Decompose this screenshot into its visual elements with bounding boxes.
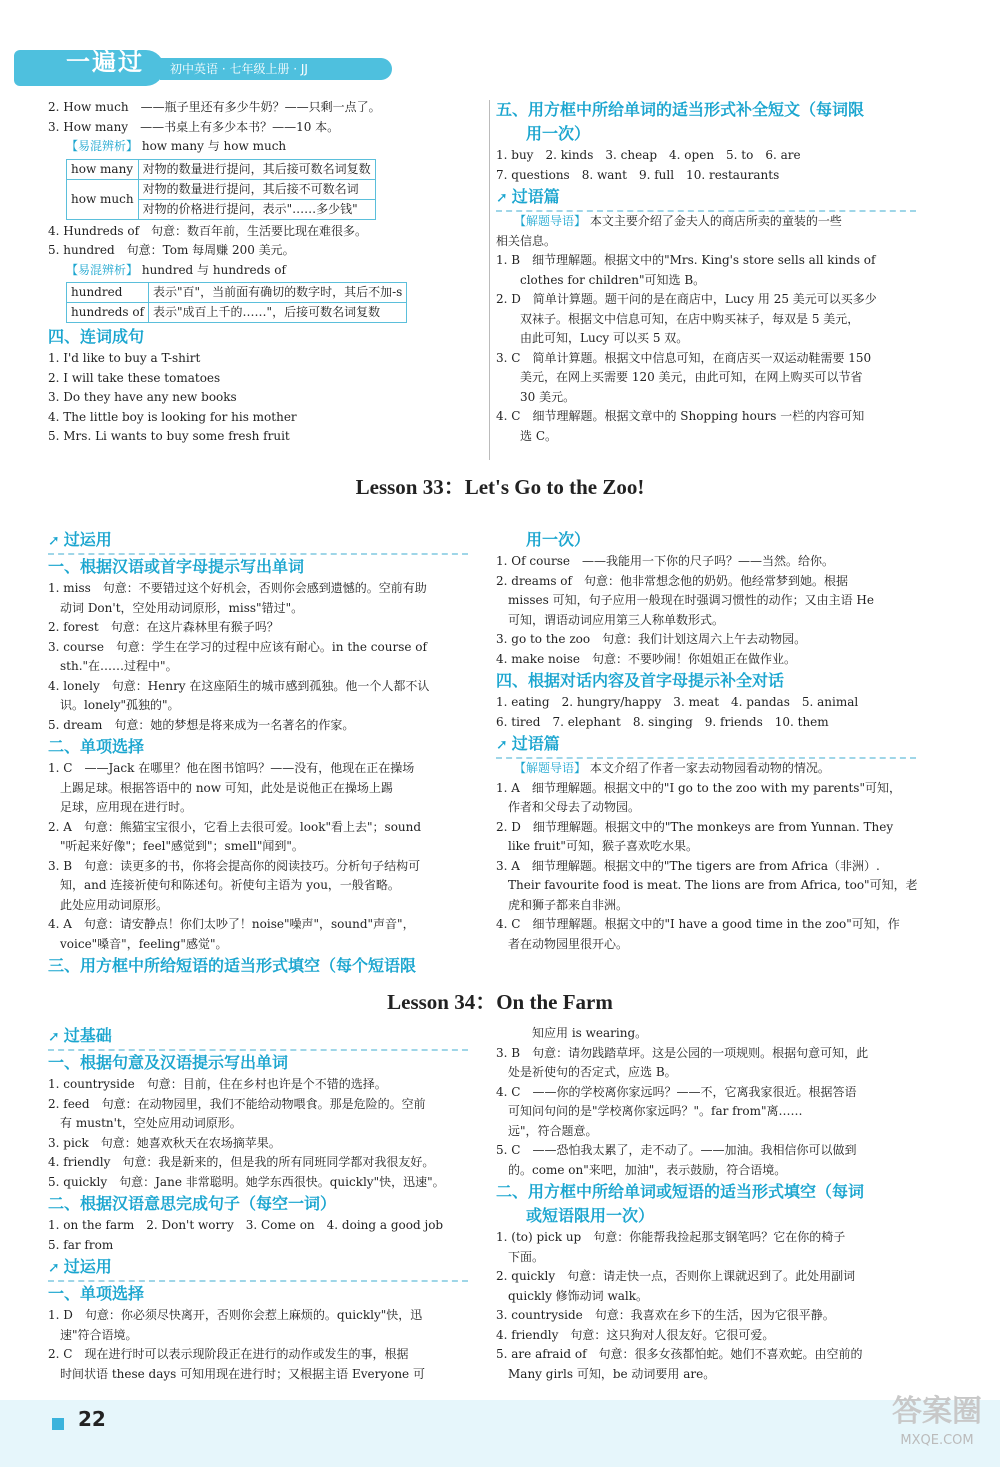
section-heading: 一、根据汉语或首字母提示写出单词 — [48, 557, 305, 576]
answer-line: 3. countryside 句意：我喜欢在乡下的生活，因为它很平静。 — [496, 1308, 835, 1322]
top-left-column — [48, 98, 488, 447]
answer-line: 作者和父母去了动物园。 — [496, 800, 641, 814]
section-heading: 二、根据汉语意思完成句子（每空一词） — [48, 1194, 337, 1213]
practice-tag: ➚ 过语篇 — [496, 732, 916, 759]
lesson-34-title: Lesson 34：On the Farm — [387, 990, 613, 1014]
lesson-33-title: Lesson 33：Let's Go to the Zoo! — [355, 475, 645, 499]
lesson34-right-column — [496, 1024, 936, 1384]
answer-line: 者在动物园里很开心。 — [496, 936, 629, 951]
answer-line: 5. dream 句意：她的梦想是将来成为一名著名的作家。 — [48, 717, 355, 732]
practice-tag: ➚ 过运用 — [48, 528, 468, 555]
answer-line: 2. quickly 句意：请走快一点，否则你上课就迟到了。此处用副词 — [496, 1269, 856, 1283]
section-heading: 四、连词成句 — [48, 327, 145, 346]
answer-line: 3. B 句意：请勿践踏草坪。这是公园的一项规则。根据句意可知，此 — [496, 1045, 869, 1060]
page-header — [0, 50, 1000, 90]
practice-tag: ➚ 过语篇 — [496, 185, 916, 212]
section-heading: 二、单项选择 — [48, 737, 145, 756]
answer-line: 1. C ——Jack 在哪里？他在图书馆吗？——没有，他现在正在操场 — [48, 761, 415, 775]
section-heading: 一、根据句意及汉语提示写出单词 — [48, 1053, 289, 1072]
answer-line: 4. C ——你的学校离你家远吗？——不，它离我家很近。根据答语 — [496, 1084, 857, 1099]
section-heading-cont: 或短语限用一次） — [526, 1206, 655, 1225]
page-marker-icon — [52, 1418, 64, 1430]
column-divider — [489, 100, 490, 460]
section-heading: 四、根据对话内容及首字母提示补全对话 — [496, 671, 785, 690]
answer-line: 的。come on"来吧，加油"，表示鼓励，符合语境。 — [496, 1162, 787, 1177]
answer-line: 1. countryside 句意：目前，住在乡村也许是个不错的选择。 — [48, 1077, 387, 1091]
answer-line: 4. make noise 句意：不要吵闹！你姐姐正在做作业。 — [496, 651, 797, 666]
answer-line: 1. Of course ——我能用一下你的尺子吗？——当然。给你。 — [496, 554, 835, 568]
answer-line: 动词 Don't，空处用动词原形，miss"错过"。 — [48, 600, 304, 615]
answer-line: 4. lonely 句意：Henry 在这座陌生的城市感到孤独。他一个人都不认 — [48, 678, 430, 693]
answer-line: 5. are afraid of 句意：很多女孩都怕蛇。她们不喜欢蛇。由空前的 — [496, 1347, 863, 1361]
answer-line: 3. pick 句意：她喜欢秋天在农场摘苹果。 — [48, 1135, 281, 1150]
section-heading-cont: 用一次） — [526, 124, 591, 143]
answer-line: 虎和狮子都来自非洲。 — [496, 897, 629, 912]
answer-line: 3. go to the zoo 句意：我们计划这周六上午去动物园。 — [496, 632, 807, 646]
answer-line: 下面。 — [496, 1249, 545, 1264]
lesson34-left-column — [48, 1024, 488, 1384]
section-heading: 一、单项选择 — [48, 1284, 145, 1303]
brand-logo: 一遍过 — [14, 50, 164, 86]
answer-line: 双袜子。根据文中信息可知，在店中购买袜子，每双是 5 美元， — [496, 311, 860, 326]
answer-line: 1. miss 句意：不要错过这个好机会，否则你会感到遗憾的。空前有助 — [48, 581, 427, 595]
book-subtitle: 初中英语 · 七年级上册 · JJ — [160, 58, 392, 80]
answer-line: 1. (to) pick up 句意：你能帮我捡起那支钢笔吗？它在你的椅子 — [496, 1230, 846, 1244]
answer-line: 3. How many ——书桌上有多少本书？——10 本。 — [48, 119, 340, 134]
answer-line: 由此可知，Lucy 可以买 5 双。 — [496, 331, 689, 345]
answer-line: 3. C 简单计算题。根据文中信息可知，在商店买一双运动鞋需要 150 — [496, 350, 872, 365]
answer-line: 1. B 细节理解题。根据文中的"Mrs. King's store sells all kinds of — [496, 253, 876, 267]
answer-line: 1. A 细节理解题。根据文中的"I go to the zoo with my parents"可知， — [496, 780, 901, 795]
lesson33-right-column — [496, 528, 936, 954]
tip-heading: 【易混辨析】 how many 与 how much — [66, 139, 287, 153]
answer-line: 3. Do they have any new books — [48, 390, 237, 404]
answer-line: 相关信息。 — [496, 233, 557, 248]
answer-line: 识。lonely"孤独的"。 — [48, 698, 180, 712]
comparison-table: how many 对物的数量进行提问，其后接可数名词复数 how much 对物的数量进行提问，其后接不可数名词 对物的价格进行提问，表示"……多少钱" — [66, 159, 376, 220]
answer-line: misses 可知，句子应用一般现在时强调习惯性的动作；又由主语 He — [496, 593, 874, 607]
answer-line: 速"符合语境。 — [48, 1327, 138, 1342]
answer-line: 2. How much ——瓶子里还有多少牛奶？——只剩一点了。 — [48, 100, 381, 114]
answer-line: 6. tired 7. elephant 8. singing 9. friends 10. them — [496, 714, 829, 729]
answer-line: 2. dreams of 句意：他非常想念他的奶奶。他经常梦到她。根据 — [496, 573, 848, 588]
answer-line: 时间状语 these days 可知用现在进行时；又根据主语 Everyone 可 — [48, 1366, 425, 1381]
answer-line: 5. Mrs. Li wants to buy some fresh fruit — [48, 429, 290, 443]
top-right-column — [496, 98, 936, 446]
answer-line: 3. B 句意：读更多的书，你将会提高你的阅读技巧。分析句子结构可 — [48, 858, 421, 873]
answer-line: 30 美元。 — [496, 389, 576, 404]
section-heading-cont: 用一次） — [526, 530, 591, 549]
answer-line: 4. A 句意：请安静点！你们太吵了！noise"噪声"，sound"声音"， — [48, 917, 415, 931]
answer-line: 4. friendly 句意：我是新来的，但是我的所有同班同学都对我很友好。 — [48, 1155, 435, 1169]
answer-line: Many girls 可知，be 动词要用 are。 — [496, 1366, 716, 1381]
answer-line: 远"，符合题意。 — [496, 1123, 598, 1138]
section-heading: 三、用方框中所给短语的适当形式填空（每个短语限 — [48, 956, 417, 975]
guide-line: 【解题导语】 本文介绍了作者一家去动物园看动物的情况。 — [514, 761, 830, 775]
answer-line: 5. hundred 句意：Tom 每周赚 200 美元。 — [48, 243, 295, 257]
section-heading: 二、用方框中所给单词或短语的适当形式填空（每词 — [496, 1182, 865, 1201]
answer-line: 7. questions 8. want 9. full 10. restaurants — [496, 167, 780, 182]
answer-line: 3. A 细节理解题。根据文中的"The tigers are from Africa（非洲）. — [496, 858, 880, 873]
answer-line: 2. D 简单计算题。题干问的是在商店中，Lucy 用 25 美元可以买多少 — [496, 292, 877, 306]
answer-line: 4. friendly 句意：这只狗对人很友好。它很可爱。 — [496, 1327, 775, 1342]
answer-line: 5. quickly 句意：Jane 非常聪明。她学东西很快。quickly"快，迅速"。 — [48, 1174, 445, 1189]
answer-line: 4. C 细节理解题。根据文章中的 Shopping hours 一栏的内容可知 — [496, 409, 865, 423]
answer-line: 1. buy 2. kinds 3. cheap 4. open 5. to 6. are — [496, 148, 801, 162]
answer-line: 5. C ——恐怕我太累了，走不动了。——加油。我相信你可以做到 — [496, 1143, 857, 1157]
answer-line: 5. far from — [48, 1237, 114, 1252]
answer-line: like fruit"可知，猴子喜欢吃水果。 — [496, 839, 698, 853]
answer-line: 2. D 细节理解题。根据文中的"The monkeys are from Yunnan. They — [496, 819, 894, 834]
answer-line: 2. A 句意：熊猫宝宝很小，它看上去很可爱。look"看上去"；sound — [48, 819, 422, 834]
answer-line: 2. C 现在进行时可以表示现阶段正在进行的动作或发生的事，根据 — [48, 1347, 409, 1361]
answer-line: 足球，应用现在进行时。 — [48, 800, 193, 814]
answer-line: 处是祈使句的否定式，应选 B。 — [496, 1065, 677, 1079]
answer-line: 上踢足球。根据答语中的 now 可知，此处是说他正在操场上踢 — [48, 780, 393, 795]
answer-line: 4. C 细节理解题。根据文中的"I have a good time in the zoo"可知，作 — [496, 917, 900, 931]
answer-line: 4. The little boy is looking for his mother — [48, 409, 297, 424]
answer-line: 知，and 连接祈使句和陈述句。祈使句主语为 you，一般省略。 — [48, 878, 400, 892]
answer-line: 1. eating 2. hungry/happy 3. meat 4. pandas 5. animal — [496, 695, 859, 709]
comparison-table: hundred 表示"百"，当前面有确切的数字时，其后不加-s hundreds of 表示"成百上千的……"，后接可数名词复数 — [66, 282, 407, 323]
answer-line: Their favourite food is meat. The lions are from Africa, too"可知，老 — [496, 878, 918, 892]
page-number: 22 — [78, 1407, 106, 1431]
practice-tag: ➚ 过运用 — [48, 1255, 468, 1282]
practice-tag: ➚ 过基础 — [48, 1024, 468, 1051]
guide-line: 【解题导语】 本文主要介绍了金夫人的商店所卖的童装的一些 — [514, 214, 842, 228]
tip-heading: 【易混辨析】 hundred 与 hundreds of — [66, 262, 286, 277]
answer-line: 1. on the farm 2. Don't worry 3. Come on 4. doing a good job — [48, 1218, 444, 1232]
answer-line: sth."在……过程中"。 — [48, 659, 178, 673]
answer-line: 可知，谓语动词应用第三人称单数形式。 — [496, 612, 725, 627]
answer-line: 有 mustn't，空处应用动词原形。 — [48, 1116, 242, 1130]
answer-line: 3. course 句意：学生在学习的过程中应该有耐心。in the course of — [48, 639, 427, 654]
answer-line: 此处应用动词原形。 — [48, 897, 169, 912]
answer-line: 2. forest 句意：在这片森林里有猴子吗？ — [48, 620, 279, 634]
answer-line: voice"嗓音"，feeling"感觉"。 — [48, 936, 228, 951]
answer-line: 美元，在网上买需要 120 美元，由此可知，在网上购买可以节省 — [496, 370, 863, 384]
section-heading: 五、用方框中所给单词的适当形式补全短文（每词限 — [496, 100, 865, 119]
answer-line: "听起来好像"；feel"感觉到"；smell"闻到"。 — [48, 839, 304, 853]
answer-line: 知应用 is wearing。 — [532, 1026, 648, 1040]
answer-line: clothes for children"可知选 B。 — [496, 272, 706, 287]
answer-line: 2. I will take these tomatoes — [48, 370, 221, 385]
answer-line: quickly 修饰动词 walk。 — [496, 1288, 649, 1303]
watermark: 答案圈 MXQE.COM — [892, 1394, 982, 1448]
answer-line: 1. D 句意：你必须尽快离开，否则你会惹上麻烦的。quickly"快，迅 — [48, 1308, 423, 1322]
page-footer — [0, 1400, 1000, 1467]
answer-line: 2. feed 句意：在动物园里，我们不能给动物喂食。那是危险的。空前 — [48, 1096, 426, 1111]
answer-line: 4. Hundreds of 句意：数百年前，生活要比现在难很多。 — [48, 223, 368, 238]
lesson33-left-column — [48, 528, 488, 978]
answer-line: 选 C。 — [496, 428, 557, 443]
answer-line: 1. I'd like to buy a T-shirt — [48, 351, 201, 365]
answer-line: 可知问句问的是"学校离你家远吗？"。far from"离…… — [496, 1104, 803, 1118]
